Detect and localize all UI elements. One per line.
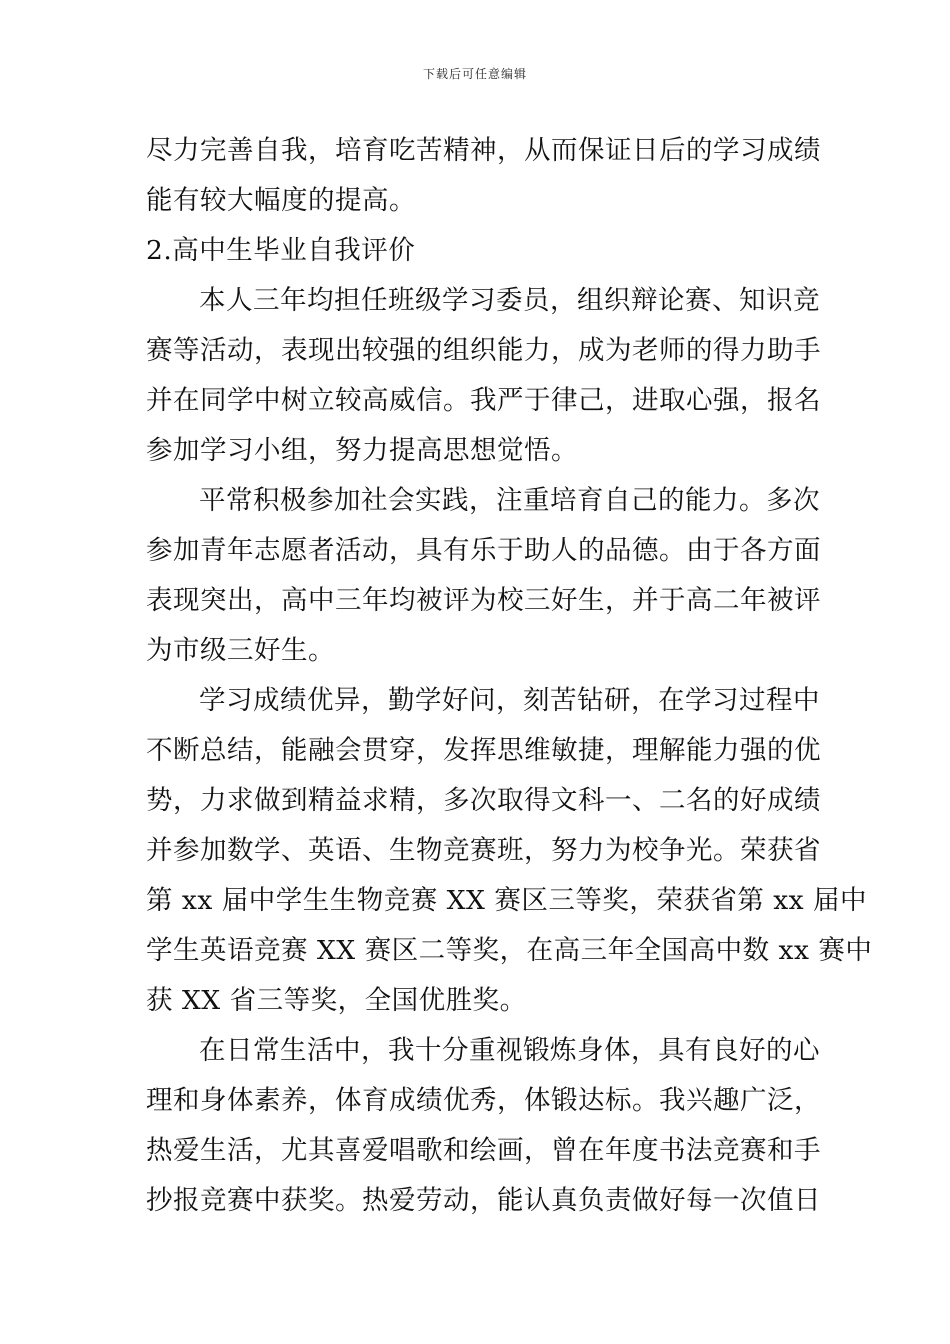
- text-line: 第 xx 届中学生生物竞赛 XX 赛区三等奖，荣获省第 xx 届中: [146, 885, 868, 916]
- section-heading: 2.高中生毕业自我评价: [146, 235, 416, 266]
- text-line: 能有较大幅度的提高。: [146, 185, 416, 216]
- paragraph-start-line: 在日常生活中，我十分重视锻炼身体，具有良好的心: [199, 1035, 820, 1066]
- text-line: 赛等活动，表现出较强的组织能力，成为老师的得力助手: [146, 335, 821, 366]
- text-line: 为市级三好生。: [146, 635, 335, 666]
- text-line: 并参加数学、英语、生物竞赛班，努力为校争光。荣获省: [146, 835, 821, 866]
- page-header-note: 下载后可任意编辑: [422, 67, 527, 81]
- text-line: 不断总结，能融会贯穿，发挥思维敏捷，理解能力强的优: [146, 735, 821, 766]
- text-line: 抄报竞赛中获奖。热爱劳动，能认真负责做好每一次值日: [146, 1185, 821, 1216]
- paragraph-start-line: 学习成绩优异，勤学好问，刻苦钻研，在学习过程中: [199, 685, 820, 716]
- text-line: 热爱生活，尤其喜爱唱歌和绘画，曾在年度书法竞赛和手: [146, 1135, 821, 1166]
- text-line: 尽力完善自我，培育吃苦精神，从而保证日后的学习成绩: [146, 135, 821, 166]
- document-body: [146, 126, 873, 1226]
- text-line: 学生英语竞赛 XX 赛区二等奖，在高三年全国高中数 xx 赛中: [146, 935, 873, 966]
- text-line: 参加学习小组，努力提高思想觉悟。: [146, 435, 578, 466]
- text-line: 参加青年志愿者活动，具有乐于助人的品德。由于各方面: [146, 535, 821, 566]
- text-line: 获 XX 省三等奖，全国优胜奖。: [146, 985, 527, 1016]
- text-line: 表现突出，高中三年均被评为校三好生，并于高二年被评: [146, 585, 821, 616]
- text-line: 理和身体素养，体育成绩优秀，体锻达标。我兴趣广泛，: [146, 1085, 821, 1116]
- text-line: 并在同学中树立较高威信。我严于律己，进取心强，报名: [146, 385, 821, 416]
- text-line: 势，力求做到精益求精，多次取得文科一、二名的好成绩: [146, 785, 821, 816]
- paragraph-start-line: 本人三年均担任班级学习委员，组织辩论赛、知识竞: [199, 285, 820, 316]
- paragraph-start-line: 平常积极参加社会实践，注重培育自己的能力。多次: [199, 485, 820, 516]
